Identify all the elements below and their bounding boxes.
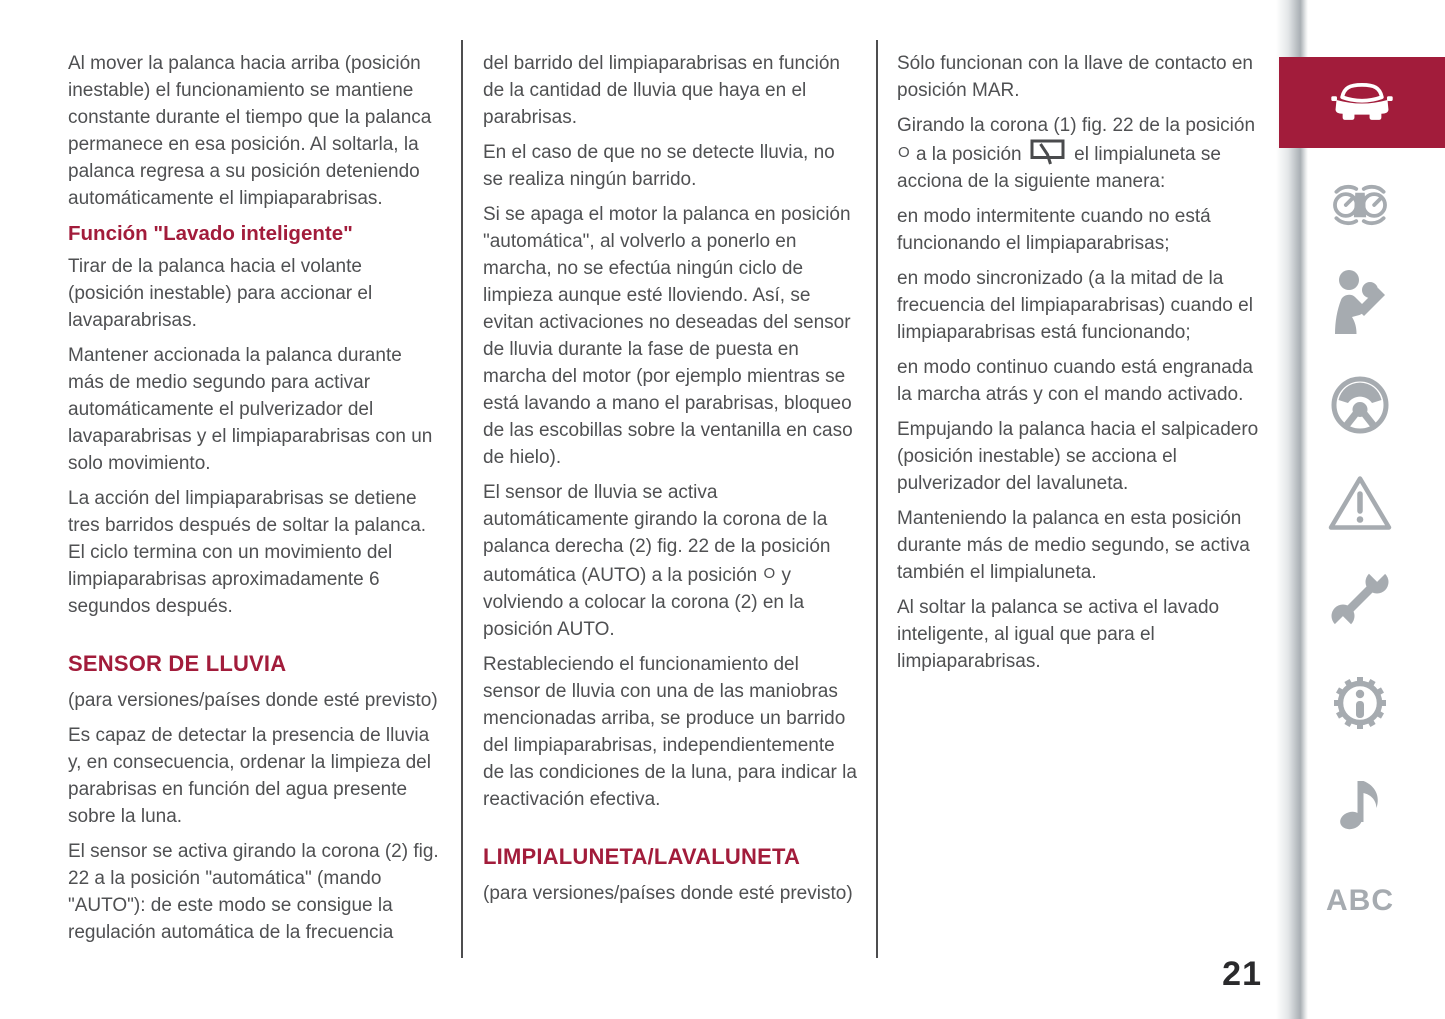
- paragraph: El sensor se activa girando la corona (2) fig. 22 a la posición "automática" (mando "AUTO"): de este modo se consigue la regulación automática de la frecuencia: [68, 841, 439, 943]
- sub-heading: Función "Lavado inteligente": [68, 222, 353, 245]
- music-note-icon: [1332, 769, 1388, 838]
- sidebar-tab-car[interactable]: [1279, 57, 1445, 148]
- sidebar-tab-steering-wheel[interactable]: [1300, 373, 1420, 442]
- sidebar-tab-instrument-cluster[interactable]: [1300, 180, 1420, 235]
- paragraph: (para versiones/países donde esté previsto): [483, 883, 853, 904]
- instrument-cluster-icon: [1326, 180, 1394, 235]
- car-icon: [1328, 77, 1396, 128]
- text-column-1: [68, 50, 442, 954]
- page-number: 21: [1222, 955, 1262, 993]
- section-heading: LIMPIALUNETA/LAVALUNETA: [483, 844, 801, 869]
- sidebar-tab-gear-info[interactable]: [1300, 671, 1420, 740]
- paragraph: Si se apaga el motor la palanca en posición "automática", al volverlo a ponerlo en marcha, no se efectúa ningún ciclo de limpieza aunque esté lloviendo. Así, se evitan activaciones no deseadas del sensor de lluvia durante la fase de puesta en marcha del motor (por ejemplo mientras se está lavando a mano el parabrisas, bloqueo de las escobillas sobre la ventanilla en caso de hielo).: [483, 204, 853, 468]
- rear-wiper-icon: [1030, 139, 1066, 168]
- paragraph: del barrido del limpiaparabrisas en función de la cantidad de lluvia que haya en el parabrisas.: [483, 53, 840, 128]
- wiper-position-o-symbol: O: [898, 144, 910, 161]
- gear-info-icon: [1328, 671, 1392, 740]
- warning-triangle-icon: [1327, 474, 1393, 537]
- sidebar-tab-warning-triangle[interactable]: [1300, 474, 1420, 537]
- paragraph: La acción del limpiaparabrisas se detiene tres barridos después de soltar la palanca. El ciclo termina con un movimiento del limpiaparabrisas aproximadamente 6 segundos después.: [68, 488, 427, 617]
- paragraph: Restableciendo el funcionamiento del sensor de lluvia con una de las maniobras mencionadas arriba, se produce un barrido del limpiaparabrisas, independientemente de las condiciones de la luna, para indicar la reactivación efectiva.: [483, 654, 857, 810]
- wiper-position-o-symbol: O: [763, 565, 776, 582]
- paragraph: El sensor de lluvia se activa automáticamente girando la corona de la palanca derecha (2) fig. 22 de la posición automática (AUTO) a la posición O y volviendo a colocar la corona (2) en la posición AUTO.: [483, 482, 831, 640]
- sidebar-tab-wrench[interactable]: [1300, 565, 1420, 638]
- text-column-3: [897, 50, 1271, 683]
- paragraph: Tirar de la palanca hacia el volante (posición inestable) para accionar el lavaparabrisas.: [68, 256, 373, 331]
- paragraph: En el caso de que no se detecte lluvia, no se realiza ningún barrido.: [483, 142, 835, 190]
- text-column-2: [483, 50, 857, 915]
- paragraph: Es capaz de detectar la presencia de lluvia y, en consecuencia, ordenar la limpieza del parabrisas en función del agua presente sobre la luna.: [68, 725, 431, 827]
- sidebar-tab-music-note[interactable]: [1300, 769, 1420, 838]
- paragraph: Manteniendo la palanca en esta posición durante más de medio segundo, se activa también el limpialuneta.: [897, 508, 1250, 583]
- paragraph: Mantener accionada la palanca durante más de medio segundo para activar automáticamente el pulverizador del lavaparabrisas y el limpiaparabrisas con un solo movimiento.: [68, 345, 433, 474]
- abc-index-label: ABC: [1326, 884, 1394, 917]
- airbag-icon: [1329, 268, 1391, 339]
- paragraph: Al mover la palanca hacia arriba (posición inestable) el funcionamiento se mantiene constante durante el tiempo que la palanca permanece en esa posición. Al soltarla, la palanca regresa a su posición deteniendo automáticamente el limpiaparabrisas.: [68, 53, 432, 209]
- sidebar-tab-abc-index[interactable]: [1300, 884, 1420, 918]
- wrench-icon: [1326, 565, 1394, 638]
- sidebar-tab-airbag[interactable]: [1300, 268, 1420, 339]
- paragraph: Al soltar la palanca se activa el lavado inteligente, al igual que para el limpiaparabrisas.: [897, 597, 1220, 672]
- column-divider: [461, 40, 463, 958]
- steering-wheel-icon: [1328, 373, 1392, 442]
- section-heading: SENSOR DE LLUVIA: [68, 651, 287, 676]
- paragraph: Girando la corona (1) fig. 22 de la posición O a la posición el limpialuneta se acciona de la siguiente manera:: [897, 115, 1256, 192]
- paragraph: Sólo funcionan con la llave de contacto en posición MAR.: [897, 53, 1253, 101]
- paragraph: (para versiones/países donde esté previsto): [68, 690, 438, 711]
- paragraph: Empujando la palanca hacia el salpicadero (posición inestable) se acciona el pulverizador del lavaluneta.: [897, 419, 1259, 494]
- bullet-item: en modo continuo cuando está engranada la marcha atrás y con el mando activado.: [897, 357, 1253, 405]
- bullet-item: en modo intermitente cuando no está funcionando el limpiaparabrisas;: [897, 206, 1211, 254]
- bullet-item: en modo sincronizado (a la mitad de la frecuencia del limpiaparabrisas) cuando el limpiaparabrisas está funcionando;: [897, 268, 1253, 343]
- column-divider: [876, 40, 878, 958]
